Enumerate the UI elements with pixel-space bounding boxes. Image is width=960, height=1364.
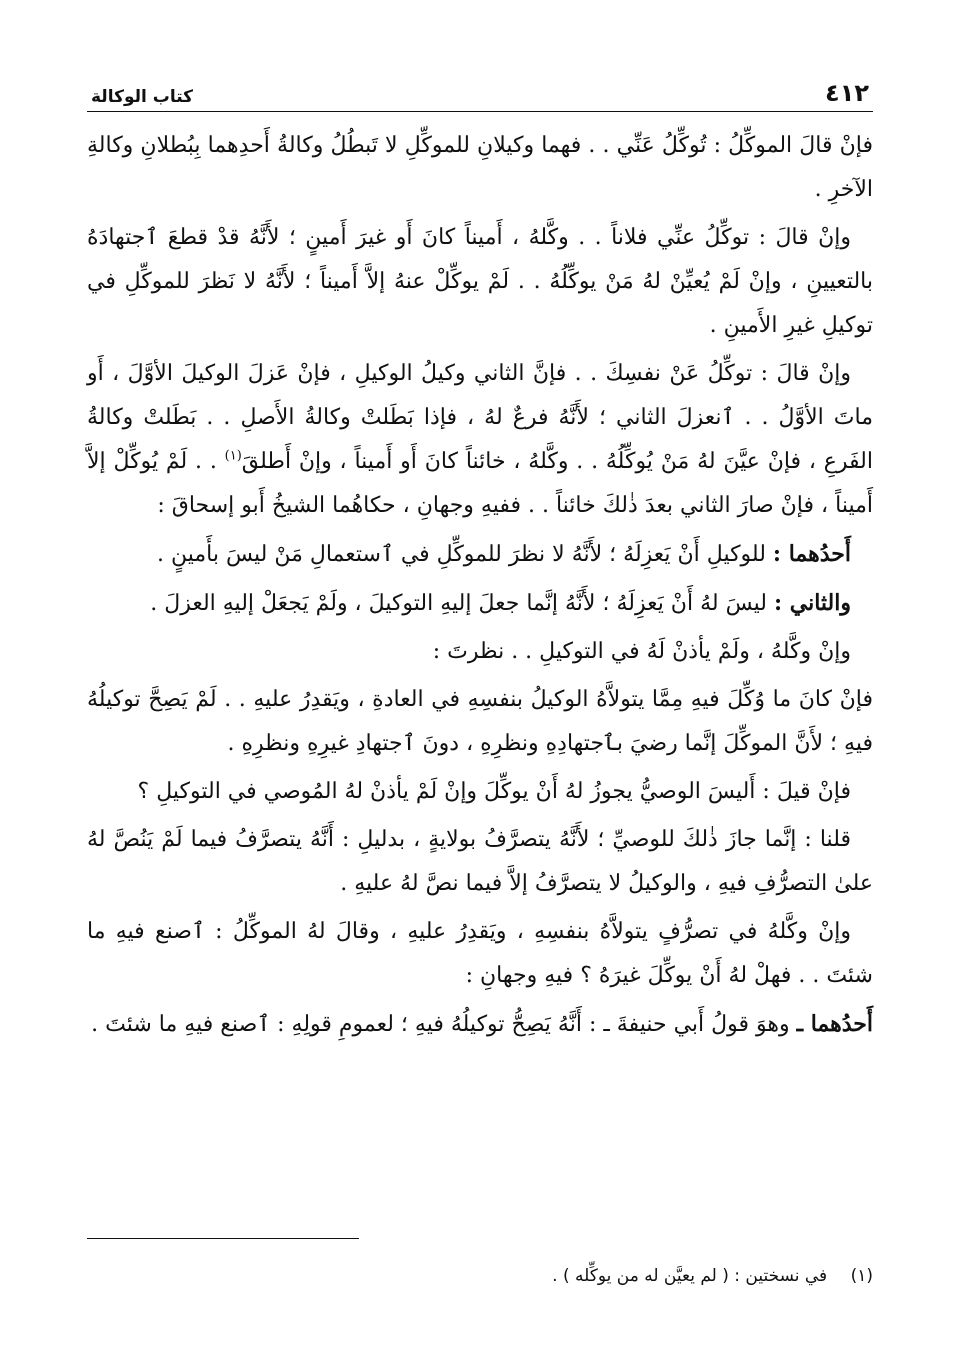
paragraph-text: فإنْ كانَ ما وُكِّلَ فيهِ مِمَّا يتولاَّهُ الوكيلُ بنفسِهِ في العادةِ ، ويَقدِرُ عليهِ . . لَمْ يَصِحَّ توكيلُهُ فيهِ ؛ لأَنَّ الموكِّلَ إنَّما رضيَ بٱجتهادِهِ ونظرِهِ ، دونَ ٱجتهادِ غيرِهِ ونظرِهِ . (87, 687, 873, 756)
paragraph-9 (87, 818, 873, 906)
paragraph-lead: أَحدُهما : (772, 541, 851, 567)
paragraph-text: ليسَ لهُ أَنْ يَعزِلَهُ ؛ لأَنَّهُ إنَّما جعلَ إليهِ التوكيلَ ، ولَمْ يَجعَلْ إليهِ العزلَ . (150, 591, 767, 616)
running-header (87, 70, 873, 112)
paragraph-text: وإنْ قالَ : توكِّلُ عَنْ نفسِكَ . . فإنَّ الثاني وكيلُ الوكيلِ ، فإنْ عَزلَ الوكيلَ الأوَّلَ ، أَو ماتَ الأوَّلُ . . ٱنعزلَ الثاني ؛ لأَنَّهُ فرعٌ لهُ ، فإذا بَطَلتْ وكالةُ الأَصلِ . . بَطَلتْ وكالةُ الفَرعِ ، فإنْ عيَّنَ لهُ مَنْ يُوكِّلُهُ . . وكَّلهُ ، خائناً كانَ أَو أَميناً ، وإنْ أَطلقَ (87, 361, 873, 474)
footnote (552, 1266, 873, 1286)
paragraph-text: فإنْ قالَ الموكِّلُ : تُوكِّلُ عَنِّي . . فهما وكيلانِ للموكِّلِ لا تَبطُلُ وكالةُ أَحدِهما بِبُطلانِ وكالةِ الآخرِ . (87, 133, 873, 202)
paragraph-text: . . لَمْ يُوكِّلْ إلاَّ أَميناً ، فإنْ صارَ الثاني بعدَ ذٰلكَ خائناً . . ففيهِ وجهانِ ، حكاهُما الشيخُ أَبو إسحاقَ : (87, 449, 873, 518)
paragraph-7 (87, 678, 873, 766)
paragraph-1 (87, 124, 873, 212)
footnote-number: (١) (850, 1266, 873, 1286)
paragraph-text: وإنْ وكَّلهُ في تصرُّفٍ يتولاَّهُ بنفسِهِ ، ويَقدِرُ عليهِ ، وقالَ لهُ الموكِّلُ : ٱصنع فيهِ ما شئتَ . . فهلْ لهُ أَنْ يوكِّلَ غيرَهُ ؟ فيهِ وجهانِ : (87, 919, 873, 988)
paragraph-4 (87, 532, 873, 577)
paragraph-11 (87, 1002, 873, 1047)
footnote-text: في نسختين : ( لم يعيَّن له من يوكِّله ) . (552, 1266, 828, 1286)
paragraph-text: وإنْ وكَّلهُ ، ولَمْ يأذنْ لَهُ في التوكيلِ . . نظرتَ : (432, 639, 851, 664)
body-text (87, 124, 873, 1047)
paragraph-text: وإنْ قالَ : توكِّلُ عنِّي فلاناً . . وكَّلهُ ، أَميناً كانَ أَو غيرَ أَمينٍ ؛ لأَنَّهُ قدْ قطعَ ٱجتهادَهُ بالتعيينِ ، وإنْ لَمْ يُعيِّنْ لهُ مَنْ يوكِّلُهُ . . لَمْ يوكِّلْ عنهُ إلاَّ أَميناً ؛ لأَنَّهُ لا نَظرَ للموكِّلِ في توكيلِ غيرِ الأَمينِ . (87, 225, 873, 338)
paragraph-10 (87, 910, 873, 998)
paragraph-3 (87, 352, 873, 528)
footnote-mark[interactable]: (١) (224, 448, 242, 464)
page-number: ٤١٢ (825, 79, 869, 107)
book-page (87, 70, 873, 1286)
paragraph-lead: والثاني : (773, 590, 851, 616)
footnote-divider (87, 1238, 359, 1239)
paragraph-text: للوكيلِ أَنْ يَعزِلَهُ ؛ لأَنَّهُ لا نظرَ للموكِّلِ في ٱستعمالِ مَنْ ليسَ بأَمينٍ . (156, 542, 766, 567)
paragraph-2 (87, 216, 873, 348)
paragraph-6 (87, 630, 873, 674)
paragraph-lead: أَحدُهما ـ (796, 1011, 873, 1037)
paragraph-text: قلنا : إنَّما جازَ ذٰلكَ للوصيِّ ؛ لأَنَّهُ يتصرَّفُ بولايةٍ ، بدليلِ : أَنَّهُ يتصرَّفُ فيما لَمْ يَنُصَّ لهُ علىٰ التصرُّفِ فيهِ ، والوكيلُ لا يتصرَّفُ إلاَّ فيما نصَّ لهُ عليهِ . (87, 827, 873, 896)
paragraph-5 (87, 581, 873, 626)
paragraph-text: فإنْ قيلَ : أَليسَ الوصيُّ يجوزُ لهُ أَنْ يوكِّلَ وإنْ لَمْ يأذنْ لهُ المُوصي في التوكيلِ ؟ (137, 779, 851, 804)
book-title: كتاب الوكالة (91, 87, 194, 107)
paragraph-text: وهوَ قولُ أَبي حنيفةَ ـ : أَنَّهُ يَصِحُّ توكيلُهُ فيهِ ؛ لعمومِ قولِهِ : ٱصنع فيهِ ما شئتَ . (91, 1012, 790, 1037)
paragraph-8 (87, 770, 873, 814)
